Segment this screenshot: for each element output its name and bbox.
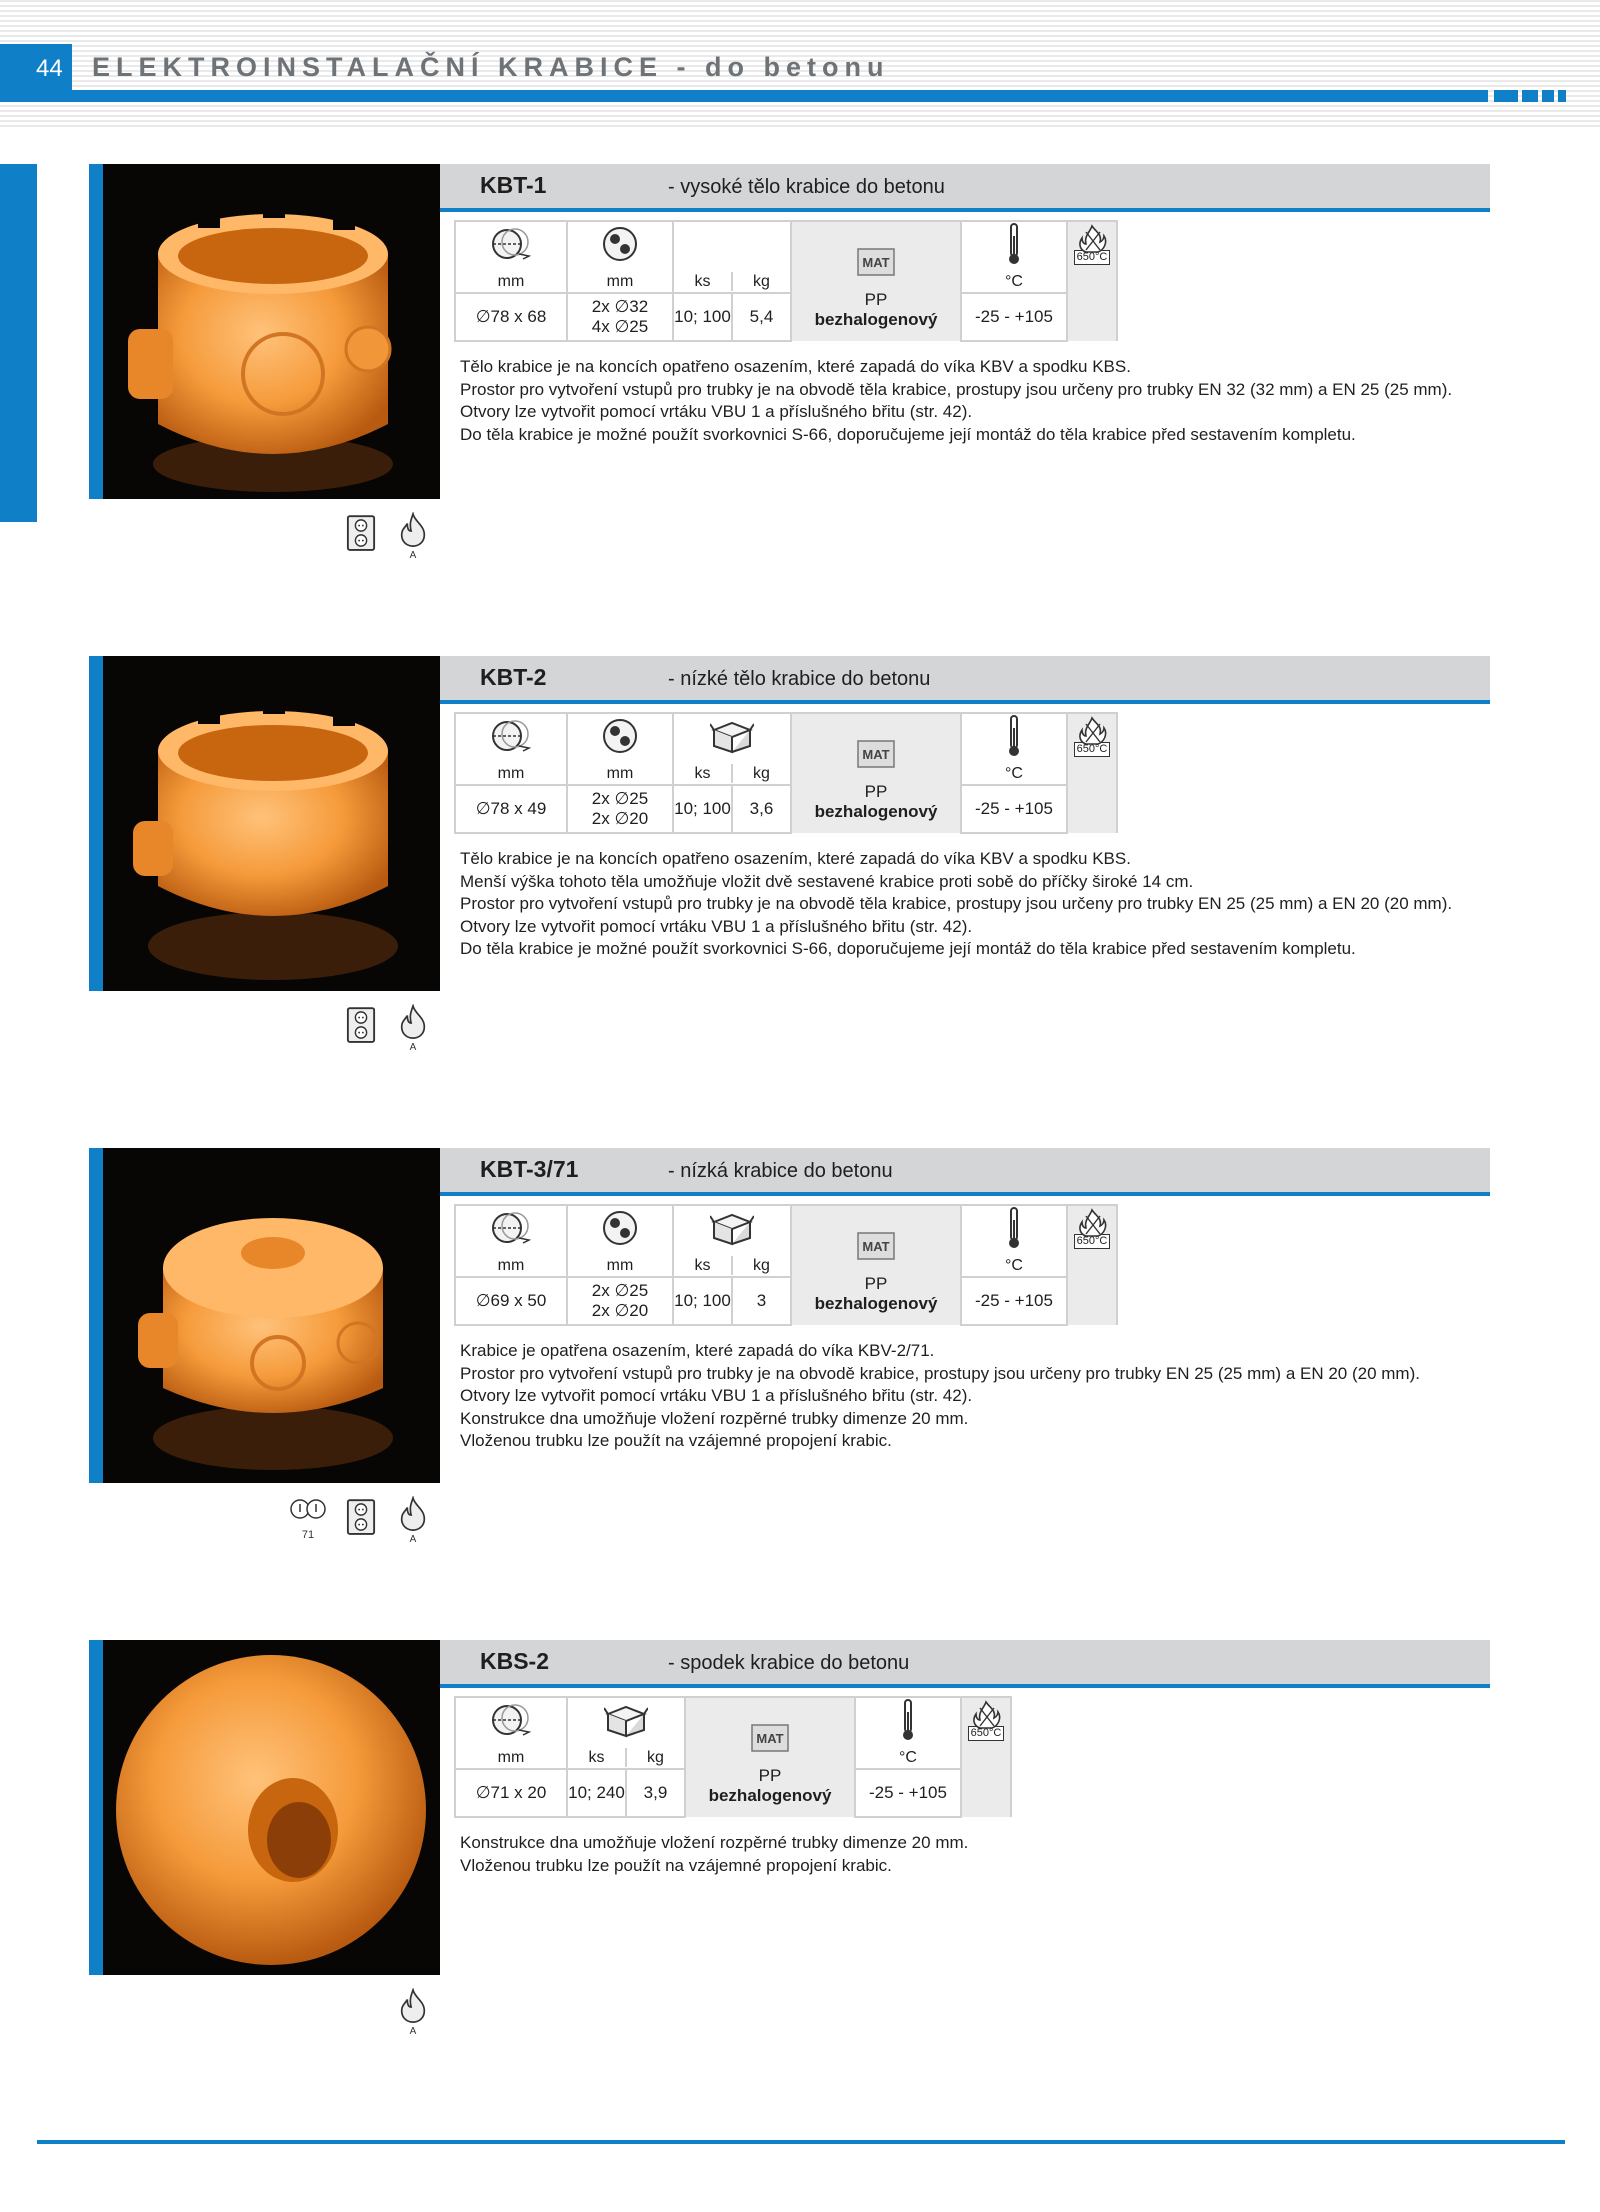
product-subtitle: - nízká krabice do betonu [668, 1160, 893, 1182]
product-photo [89, 164, 440, 499]
flame-a-icon [402, 1498, 425, 1530]
entry-value: 2x ∅25 [591, 1281, 649, 1300]
unit-mm: mm [567, 763, 673, 785]
unit-celsius: °C [855, 1747, 961, 1769]
packaging-value: 10; 100 [674, 799, 731, 819]
temperature-value: -25 - +105 [961, 1277, 1067, 1325]
product-description [460, 848, 1484, 961]
temperature-icon [961, 221, 1067, 271]
socket-icon [348, 516, 374, 550]
product-title-bar [440, 1640, 1490, 1688]
unit-celsius: °C [961, 271, 1067, 293]
entry-value: 2x ∅25 [591, 789, 649, 808]
product-description [460, 356, 1484, 446]
certification-icons [344, 1004, 444, 1054]
description-line: Menší výška tohoto těla umožňuje vložit dvě sestavené krabice proti sobě do příčky široké 14 cm. [460, 871, 1194, 891]
temperature-icon [961, 1205, 1067, 1255]
flame-a-icon [402, 1006, 425, 1038]
weight-value: 3,6 [731, 786, 790, 832]
spec-table [454, 220, 1118, 342]
product-subtitle: - spodek krabice do betonu [668, 1652, 910, 1674]
unit-ks: ks [694, 1257, 711, 1275]
spec-table [454, 1696, 1012, 1818]
unit-mm: mm [567, 1255, 673, 1277]
product-title-bar [440, 656, 1490, 704]
material-icon [857, 1232, 895, 1260]
page-number: 44 [0, 44, 72, 102]
footer-rule [37, 2140, 1565, 2144]
material-icon-label: MAT [862, 1238, 890, 1254]
entries-icon [567, 221, 673, 271]
product-photo [89, 1148, 440, 1483]
box-illustration [103, 164, 440, 499]
product-description [460, 1340, 1484, 1453]
unit-mm: mm [455, 763, 567, 785]
fire-resistance-label: 650°C [1074, 250, 1110, 265]
cert-a-label: A [409, 1534, 417, 1544]
packaging-icon [673, 713, 791, 763]
product-section-kbt-3-71 [0, 1148, 1600, 1618]
lid-illustration [103, 1640, 440, 1975]
material-icon-label: MAT [862, 746, 890, 762]
material-icon [857, 740, 895, 768]
flame-a-icon [402, 1990, 425, 2022]
description-line: Otvory lze vytvořit pomocí vrtáku VBU 1 a příslušného břitu (str. 42). [460, 916, 973, 936]
description-line: Tělo krabice je na koncích opatřeno osazením, které zapadá do víka KBV a spodku KBS. [460, 357, 1131, 376]
description-line: Prostor pro vytvoření vstupů pro trubky je na obvodě těla krabice, prostupy jsou určeny pro trubky EN 32 (32 mm) a EN 25 (25 mm). [460, 379, 1453, 399]
dimension-icon [455, 1205, 567, 1255]
socket-icon [348, 1500, 374, 1534]
material-icon [751, 1724, 789, 1752]
material-value: PP [864, 1273, 888, 1293]
cert-a-label: A [409, 1042, 417, 1052]
description-line: Vloženou trubku lze použít na vzájemné propojení krabic. [460, 1855, 892, 1875]
description-line: Prostor pro vytvoření vstupů pro trubky je na obvodě krabice, prostupy jsou určeny pro trubky EN 25 (25 mm) a EN 20 (20 mm). [460, 1363, 1420, 1383]
unit-kg: kg [731, 764, 790, 783]
description-line: Otvory lze vytvořit pomocí vrtáku VBU 1 a příslušného břitu (str. 42). [460, 402, 973, 421]
product-section-kbt-1 [0, 164, 1600, 634]
certification-icons [344, 512, 444, 562]
product-code: KBT-2 [480, 664, 547, 690]
unit-kg: kg [625, 1748, 684, 1767]
description-line: Prostor pro vytvoření vstupů pro trubky je na obvodě těla krabice, prostupy jsou určeny pro trubky EN 25 (25 mm) a EN 20 (20 mm). [460, 894, 1453, 913]
description-line: Konstrukce dna umožňuje vložení rozpěrné trubky dimenze 20 mm. [460, 1833, 969, 1852]
material-note: bezhalogenový [708, 1786, 832, 1805]
unit-mm: mm [567, 271, 673, 293]
cert-a-label: A [409, 2026, 417, 2036]
product-code: KBT-3/71 [480, 1156, 579, 1182]
flame-a-icon [402, 514, 425, 546]
product-description [460, 1832, 1484, 1877]
description-line: Krabice je opatřena osazením, které zapadá do víka KBV-2/71. [460, 1341, 935, 1360]
entries-icon [567, 1205, 673, 1255]
description-line: Tělo krabice je na koncích opatřeno osazením, které zapadá do víka KBV a spodku KBS. [460, 849, 1131, 868]
certification-icons [286, 1496, 446, 1546]
description-line: Otvory lze vytvořit pomocí vrtáku VBU 1 a příslušného břitu (str. 42). [460, 1386, 973, 1405]
dimension-icon [455, 1697, 567, 1747]
fire-resistance-label: 650°C [1074, 742, 1110, 757]
dimension-icon [455, 221, 567, 271]
unit-kg: kg [731, 1256, 790, 1275]
temperature-icon [961, 713, 1067, 763]
material-icon-label: MAT [756, 1730, 784, 1746]
material-note: bezhalogenový [814, 802, 938, 821]
entry-value: 2x ∅32 [591, 297, 649, 316]
unit-celsius: °C [961, 1255, 1067, 1277]
material-value: PP [864, 289, 888, 309]
temperature-value: -25 - +105 [961, 293, 1067, 341]
description-line: Konstrukce dna umožňuje vložení rozpěrné trubky dimenze 20 mm. [460, 1408, 969, 1428]
description-line: Vloženou trubku lze použít na vzájemné propojení krabic. [460, 1431, 892, 1450]
temperature-value: -25 - +105 [855, 1769, 961, 1817]
fire-resistance-label: 650°C [968, 1726, 1004, 1741]
unit-ks: ks [588, 1749, 605, 1767]
packaging-icon [567, 1697, 685, 1747]
box-illustration [103, 656, 440, 991]
packaging-value: 10; 100 [674, 307, 731, 327]
product-photo [89, 1640, 440, 1975]
certification-icons [394, 1988, 444, 2038]
material-value: PP [864, 781, 888, 801]
header-rule [72, 90, 1488, 102]
dimension-value: ∅71 x 20 [455, 1769, 567, 1817]
packaging-value: 10; 240 [568, 1783, 625, 1803]
dimension-value: ∅69 x 50 [455, 1277, 567, 1325]
page-title: ELEKTROINSTALAČNÍ KRABICE - do betonu [92, 52, 890, 82]
unit-mm: mm [455, 1747, 567, 1769]
cert-71-label: 71 [301, 1529, 315, 1541]
unit-ks: ks [694, 765, 711, 783]
cert-a-label: A [409, 550, 417, 560]
unit-mm: mm [455, 1255, 567, 1277]
weight-value: 5,4 [731, 294, 790, 340]
entry-value: 2x ∅20 [591, 809, 649, 829]
temperature-icon [855, 1697, 961, 1747]
product-section-kbs-2 [0, 1640, 1600, 2110]
spec-table [454, 712, 1118, 834]
fire-resistance-label: 650°C [1074, 1234, 1110, 1249]
box-illustration [103, 1148, 440, 1483]
description-line: Do těla krabice je možné použít svorkovnici S-66, doporučujeme její montáž do těla krabice před sestavením kompletu. [460, 939, 1356, 958]
unit-mm: mm [455, 271, 567, 293]
unit-celsius: °C [961, 763, 1067, 785]
material-note: bezhalogenový [814, 1294, 938, 1313]
packaging-value: 10; 100 [674, 1291, 731, 1311]
weight-value: 3 [731, 1278, 790, 1324]
dimension-value: ∅78 x 49 [455, 785, 567, 833]
description-line: Do těla krabice je možné použít svorkovnici S-66, doporučujeme její montáž do těla krabice před sestavením kompletu. [460, 424, 1356, 444]
product-section-kbt-2 [0, 656, 1600, 1126]
entry-value: 2x ∅20 [591, 1301, 649, 1321]
socket-icon [348, 1008, 374, 1042]
dimension-icon [455, 713, 567, 763]
twin-box-icon [291, 1500, 325, 1518]
entries-icon [567, 713, 673, 763]
product-code: KBS-2 [480, 1648, 550, 1674]
weight-value: 3,9 [625, 1770, 684, 1816]
product-subtitle: - nízké tělo krabice do betonu [668, 668, 931, 690]
product-photo [89, 656, 440, 991]
spec-table [454, 1204, 1118, 1326]
entry-value: 4x ∅25 [591, 317, 649, 337]
product-subtitle: - vysoké tělo krabice do betonu [668, 176, 945, 198]
material-icon-label: MAT [862, 254, 890, 270]
material-note: bezhalogenový [814, 310, 938, 329]
temperature-value: -25 - +105 [961, 785, 1067, 833]
dimension-value: ∅78 x 68 [455, 293, 567, 341]
material-value: PP [758, 1765, 782, 1785]
product-code: KBT-1 [480, 172, 547, 198]
packaging-icon [673, 1205, 791, 1255]
unit-kg: kg [731, 272, 790, 291]
product-title-bar [440, 1148, 1490, 1196]
product-title-bar [440, 164, 1490, 212]
material-icon [857, 248, 895, 276]
unit-ks: ks [694, 273, 711, 291]
